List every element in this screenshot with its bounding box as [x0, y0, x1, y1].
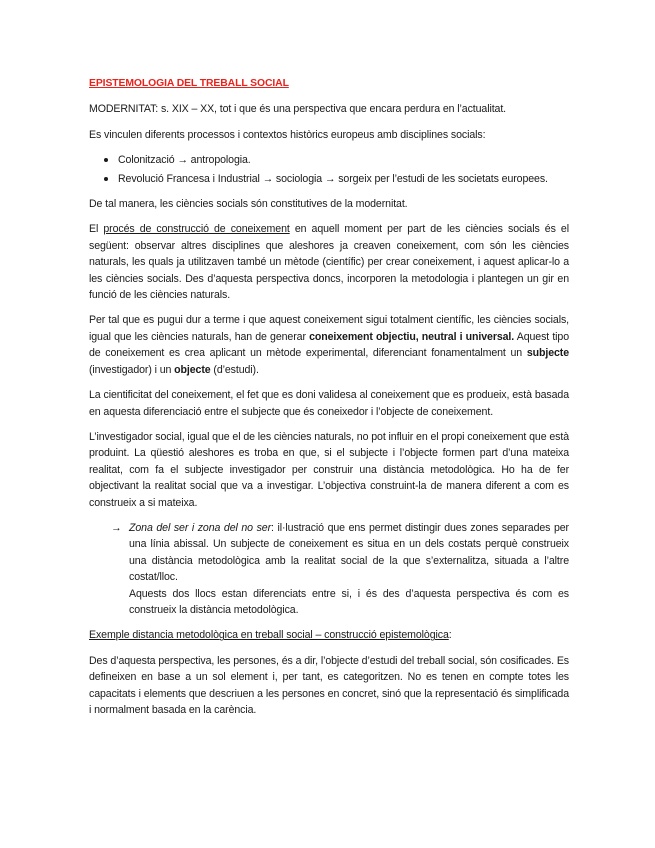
- arrow-italic-term: Zona del ser i zona del no ser: [129, 521, 272, 534]
- subjecte-bold-term: subjecte: [526, 347, 569, 360]
- bullet-icon: [104, 177, 108, 181]
- list-item: [89, 152, 569, 168]
- list-item-text: Revolució Francesa i Industrial → sociologia → sorgeix per l’estudi de les societats europees.: [118, 172, 548, 185]
- arrow-second-paragraph: Aquests dos llocs estan diferenciats entre si, i és des d’aquesta perspectiva és com es construeix la distància metodològica.: [129, 587, 569, 616]
- proces-paragraph: [89, 221, 569, 303]
- modernitat-paragraph: MODERNITAT: s. XIX – XX, tot i que és una perspectiva que encara perdura en l’actualitat.: [89, 103, 507, 116]
- cientificitat-paragraph: La cientificitat del coneixement, el fet que es doni validesa al coneixement que es produeix, està basada en aquesta diferenciació entre el subjecte que és coneixedor i l’objecte de coneixement.: [89, 389, 569, 418]
- final-paragraph: Des d’aquesta perspectiva, les persones, és a dir, l’objecte d’estudi del treball social, són cosificades. Es defineixen en base a un sol element i, per tant, es categoritzen. No es tenen en compte totes les capacitats i elements que descriuen a les persones en concret, sinó que la representació és simplificada i normalment basada en la carència.: [89, 654, 569, 716]
- cientific-mid2: (investigador) i un: [89, 363, 175, 376]
- vinculen-paragraph: Es vinculen diferents processos i contextos històrics europeus amb disciplines socials:: [89, 128, 486, 141]
- cientific-mid: Aquest tipo de coneixement es crea aplicant un mètode experimental, diferenciant fonamentalment un: [89, 330, 569, 360]
- tal-manera-paragraph: De tal manera, les ciències socials són constitutives de la modernitat.: [89, 198, 408, 211]
- bullet-list: [89, 152, 569, 187]
- bullet-icon: [104, 158, 108, 162]
- arrow-paragraph: [129, 520, 569, 586]
- cientific-paragraph: [89, 312, 569, 378]
- objecte-bold-term: objecte: [174, 363, 211, 376]
- proces-underlined-term: procés de construcció de coneixement: [103, 223, 290, 236]
- cientific-post: (d’estudi).: [210, 363, 259, 376]
- exemple-heading: Exemple distancia metodològica en treball social – construcció epistemològica: [89, 629, 449, 642]
- cientific-pre: Per tal que es pugui dur a terme i que aquest coneixement sigui totalment científic, les ciències socials, igual que les ciències naturals, han de generar: [89, 314, 569, 343]
- arrow-text: : il·lustració que ens permet distingir dues zones separades per una línia abissal. Un subjecte de coneixement es situa en un dels costats perquè construeix una distància metodològica amb la realitat social de la que s’externalitza, situada a l’altre costat/lloc.: [129, 521, 569, 584]
- exemple-heading-paragraph: [89, 627, 569, 643]
- exemple-colon: :: [448, 629, 452, 642]
- arrow-icon: →: [111, 521, 122, 534]
- arrow-block: [89, 520, 569, 618]
- list-item-text: Colonització → antropologia.: [118, 154, 251, 167]
- list-item: [89, 171, 569, 187]
- cientific-bold-term: coneixement objectiu, neutral i universal.: [309, 330, 515, 343]
- proces-post: en aquell moment per part de les ciències socials és el següent: observar altres disciplines que aleshores ja creaven coneixement, com són les ciències naturals, les quals ja utilitzaven també un mètode (científic) per crear coneixement, i aquest aplicar-lo a les ciències socials. Des d’aquesta perspectiva doncs, incorporen la metodologia i plantegen un gir en funció de les ciències naturals.: [89, 223, 569, 302]
- document-title: EPISTEMOLOGIA DEL TREBALL SOCIAL: [89, 78, 289, 89]
- proces-pre: El: [89, 223, 104, 236]
- investigador-paragraph: L’investigador social, igual que el de les ciències naturals, no pot influir en el propi coneixement que està produint. La qüestió aleshores es troba en que, si el subjecte i l’objecte formen part d’una mateixa realitat, com fa el subjecte investigador per construir una distància metodològica. Ho ha de fer objectivant la realitat social que va a investigar. L’objectiva construint-la de manera diferent a com es construeix a si mateixa.: [89, 430, 569, 509]
